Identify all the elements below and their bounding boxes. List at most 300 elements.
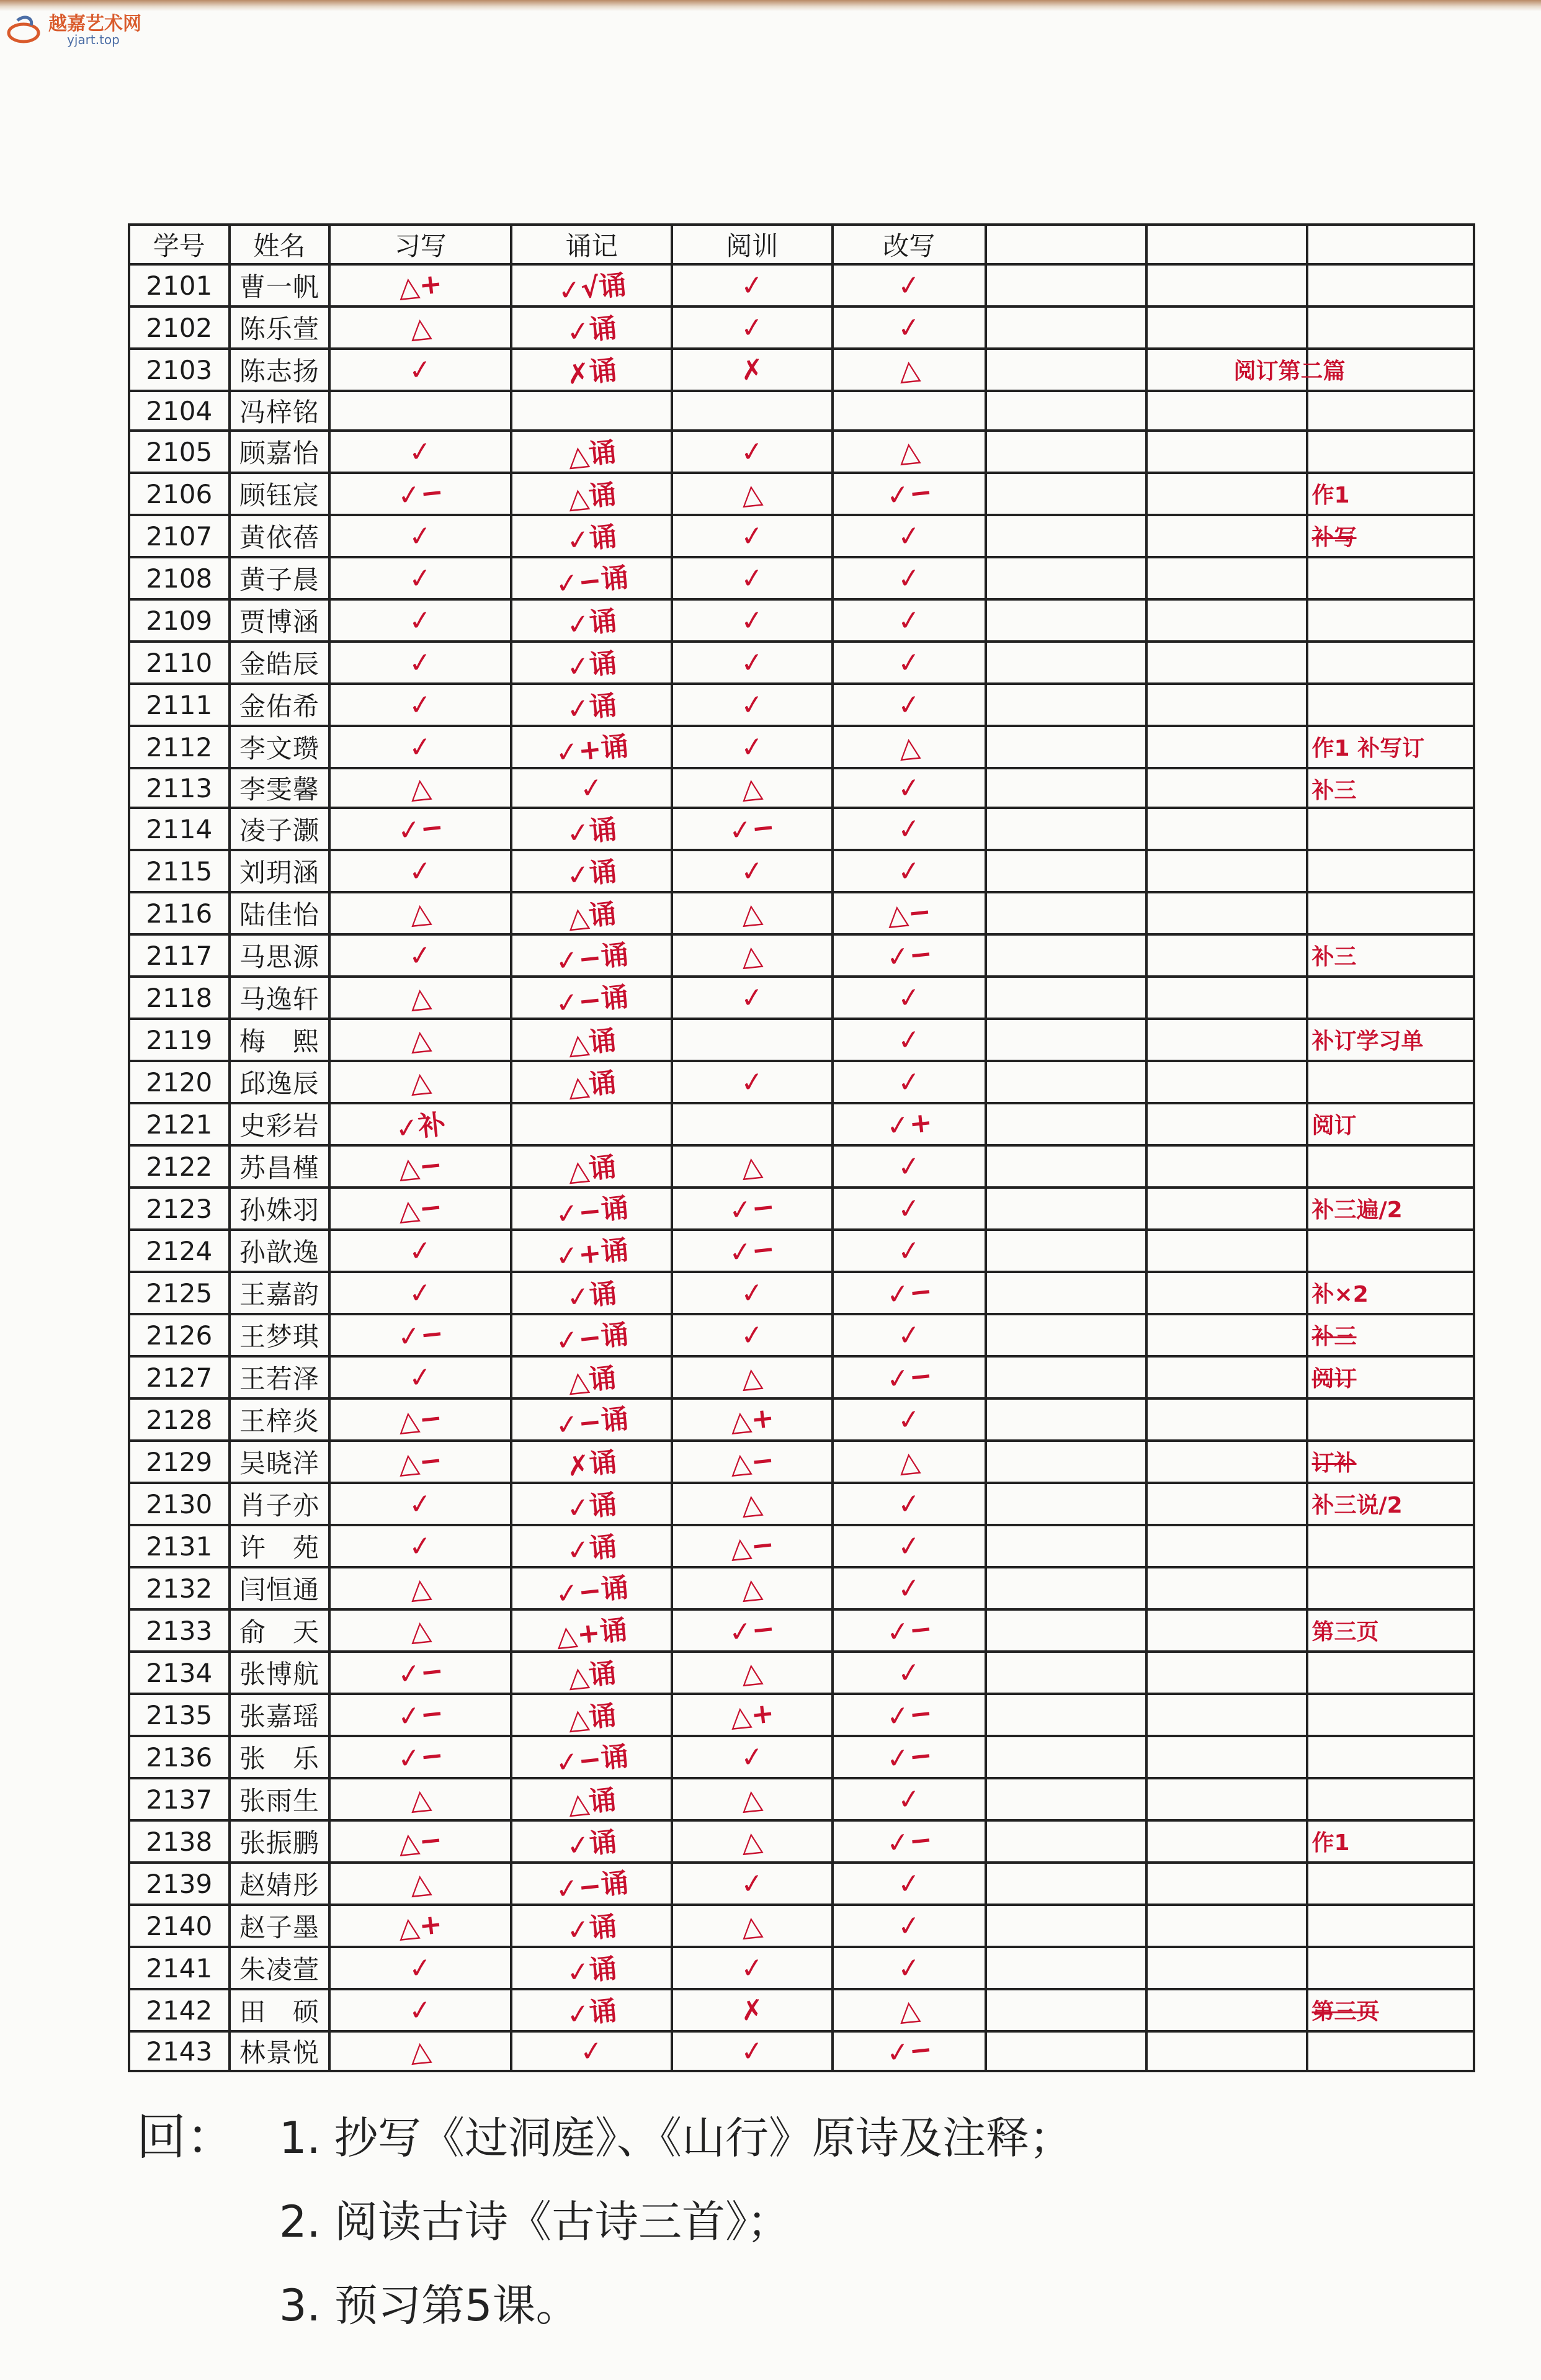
mark-cell bbox=[511, 892, 672, 934]
student-name: 赵婧彤 bbox=[230, 1863, 330, 1905]
student-name: 朱凌萱 bbox=[230, 1947, 330, 1989]
grade-mark: ✓ bbox=[739, 1951, 766, 1985]
student-name: 林景悦 bbox=[230, 2031, 330, 2071]
table-row bbox=[129, 1188, 1474, 1230]
mark-cell bbox=[329, 557, 511, 599]
table-body bbox=[129, 264, 1474, 2071]
mark-cell bbox=[833, 934, 986, 977]
grade-mark: ✓− bbox=[396, 1317, 445, 1354]
mark-cell bbox=[672, 892, 833, 934]
student-name: 金皓辰 bbox=[230, 642, 330, 684]
student-name: 王嘉韵 bbox=[230, 1272, 330, 1314]
mark-cell bbox=[1146, 1061, 1307, 1103]
student-id: 2131 bbox=[129, 1525, 230, 1567]
student-id: 2108 bbox=[129, 557, 230, 599]
grade-mark: △诵 bbox=[566, 1024, 618, 1061]
mark-cell bbox=[329, 1188, 511, 1230]
student-id: 2137 bbox=[129, 1778, 230, 1820]
grade-mark: △− bbox=[396, 1190, 444, 1227]
mark-cell bbox=[511, 850, 672, 892]
mark-cell bbox=[672, 1019, 833, 1061]
mark-cell bbox=[833, 264, 986, 306]
mark-cell bbox=[833, 850, 986, 892]
grade-mark: ✓ bbox=[739, 434, 766, 469]
table-row bbox=[129, 1567, 1474, 1609]
table-row bbox=[129, 1483, 1474, 1525]
mark-cell bbox=[672, 1230, 833, 1272]
mark-cell bbox=[833, 1863, 986, 1905]
student-name: 张 乐 bbox=[230, 1736, 330, 1778]
teacher-note: 补三遍/2 bbox=[1311, 1197, 1403, 1223]
grade-mark: ✓ bbox=[896, 1866, 922, 1901]
mark-cell bbox=[1307, 1145, 1474, 1188]
mark-cell bbox=[833, 977, 986, 1019]
student-id: 2123 bbox=[129, 1188, 230, 1230]
table-row bbox=[129, 1609, 1474, 1652]
grade-mark: ✓−诵 bbox=[553, 1740, 630, 1779]
mark-cell bbox=[329, 1103, 511, 1145]
table-row bbox=[129, 1356, 1474, 1398]
header-empty-1 bbox=[986, 225, 1146, 264]
mark-cell bbox=[986, 1609, 1146, 1652]
student-id: 2111 bbox=[129, 684, 230, 726]
student-id: 2116 bbox=[129, 892, 230, 934]
mark-cell bbox=[511, 1398, 672, 1441]
mark-cell bbox=[329, 1525, 511, 1567]
homework-section bbox=[124, 2085, 1489, 2345]
mark-cell bbox=[1307, 1863, 1474, 1905]
mark-cell bbox=[511, 1441, 672, 1483]
grade-mark: ✓−诵 bbox=[553, 561, 630, 601]
grade-mark: ✓ bbox=[739, 1318, 766, 1353]
grade-mark: ✗诵 bbox=[565, 354, 619, 391]
mark-cell bbox=[511, 1567, 672, 1609]
mark-cell bbox=[1146, 1483, 1307, 1525]
table-row bbox=[129, 1145, 1474, 1188]
student-name: 曹一帆 bbox=[230, 264, 330, 306]
grade-mark: ✓ bbox=[578, 771, 605, 805]
table-row bbox=[129, 557, 1474, 599]
mark-cell bbox=[1307, 1314, 1474, 1356]
grade-mark: ✓诵 bbox=[565, 1530, 619, 1568]
table-row bbox=[129, 264, 1474, 306]
header-empty-2 bbox=[1146, 225, 1307, 264]
grade-mark: ✓ bbox=[896, 310, 922, 345]
mark-cell bbox=[1146, 1609, 1307, 1652]
mark-cell bbox=[329, 642, 511, 684]
mark-cell bbox=[511, 726, 672, 768]
mark-cell bbox=[511, 1820, 672, 1863]
mark-cell bbox=[833, 684, 986, 726]
mark-cell bbox=[511, 264, 672, 306]
mark-cell bbox=[986, 264, 1146, 306]
mark-cell bbox=[986, 1230, 1146, 1272]
mark-cell bbox=[329, 1863, 511, 1905]
grade-mark: △ bbox=[408, 1613, 433, 1648]
grade-mark: ✓− bbox=[885, 1612, 934, 1649]
grade-mark: △ bbox=[408, 771, 433, 805]
mark-cell bbox=[986, 599, 1146, 642]
mark-cell bbox=[511, 1989, 672, 2031]
grade-mark: ✓− bbox=[727, 810, 777, 848]
grade-mark: ✓ bbox=[407, 603, 434, 638]
grade-mark: ✓√诵 bbox=[556, 269, 628, 308]
teacher-note: 补×2 bbox=[1311, 1282, 1369, 1307]
grade-mark: ✓ bbox=[407, 938, 434, 973]
grade-mark: △诵 bbox=[566, 1657, 618, 1694]
mark-cell bbox=[986, 1567, 1146, 1609]
student-name: 史彩岩 bbox=[230, 1103, 330, 1145]
mark-cell bbox=[833, 599, 986, 642]
mark-cell bbox=[1307, 1694, 1474, 1736]
mark-cell bbox=[1146, 1567, 1307, 1609]
mark-cell bbox=[986, 1694, 1146, 1736]
grade-mark: △诵 bbox=[566, 478, 618, 515]
mark-cell bbox=[833, 1905, 986, 1947]
table-row bbox=[129, 1694, 1474, 1736]
mark-cell bbox=[329, 1778, 511, 1820]
student-id: 2101 bbox=[129, 264, 230, 306]
mark-cell bbox=[672, 642, 833, 684]
grade-mark: ✓+ bbox=[885, 1106, 934, 1143]
mark-cell bbox=[986, 473, 1146, 515]
mark-cell bbox=[1307, 1356, 1474, 1398]
mark-cell bbox=[1146, 1314, 1307, 1356]
grade-mark: ✓− bbox=[885, 1696, 934, 1734]
mark-cell bbox=[511, 431, 672, 473]
mark-cell bbox=[1146, 1272, 1307, 1314]
grade-mark: △− bbox=[396, 1443, 444, 1480]
student-id: 2106 bbox=[129, 473, 230, 515]
student-name: 俞 天 bbox=[230, 1609, 330, 1652]
student-id: 2133 bbox=[129, 1609, 230, 1652]
mark-cell bbox=[329, 2031, 511, 2071]
header-notes bbox=[1307, 225, 1474, 264]
mark-cell bbox=[511, 1145, 672, 1188]
student-id: 2134 bbox=[129, 1652, 230, 1694]
mark-cell bbox=[833, 1483, 986, 1525]
grade-mark: ✓ bbox=[896, 1191, 922, 1226]
grade-mark: ✓ bbox=[407, 352, 434, 387]
grade-mark: ✓− bbox=[885, 1823, 934, 1860]
mark-cell bbox=[833, 1694, 986, 1736]
grade-mark: ✓ bbox=[407, 519, 434, 553]
mark-cell bbox=[329, 599, 511, 642]
grade-mark: △+ bbox=[396, 1907, 444, 1944]
grade-mark: ✓ bbox=[739, 730, 766, 764]
grade-mark: ✓ bbox=[896, 771, 922, 805]
mark-cell bbox=[672, 1736, 833, 1778]
mark-cell bbox=[672, 1356, 833, 1398]
mark-cell bbox=[986, 1947, 1146, 1989]
student-id: 2113 bbox=[129, 768, 230, 808]
grade-mark: ✓− bbox=[885, 1359, 934, 1396]
grade-mark: ✓ bbox=[739, 687, 766, 722]
mark-cell bbox=[329, 768, 511, 808]
mark-cell bbox=[672, 1398, 833, 1441]
student-id: 2117 bbox=[129, 934, 230, 977]
grade-mark: △+诵 bbox=[555, 1614, 629, 1653]
mark-cell bbox=[1146, 1905, 1307, 1947]
mark-cell bbox=[1233, 349, 1474, 391]
student-id: 2110 bbox=[129, 642, 230, 684]
student-name: 邱逸辰 bbox=[230, 1061, 330, 1103]
mark-cell bbox=[329, 977, 511, 1019]
table-row bbox=[129, 1652, 1474, 1694]
mark-cell bbox=[672, 1820, 833, 1863]
student-id: 2140 bbox=[129, 1905, 230, 1947]
grade-mark: △ bbox=[408, 1065, 433, 1099]
mark-cell bbox=[1307, 1230, 1474, 1272]
grade-mark: ✓诵 bbox=[565, 855, 619, 893]
mark-cell bbox=[672, 934, 833, 977]
mark-cell bbox=[329, 1736, 511, 1778]
student-id: 2129 bbox=[129, 1441, 230, 1483]
mark-cell bbox=[986, 1525, 1146, 1567]
grade-mark: ✓ bbox=[407, 1233, 434, 1268]
mark-cell bbox=[986, 977, 1146, 1019]
grade-mark: ✓ bbox=[739, 854, 766, 888]
mark-cell bbox=[672, 1778, 833, 1820]
grade-mark: ✓ bbox=[896, 812, 922, 846]
grade-mark: ✓− bbox=[396, 1654, 445, 1691]
grade-mark: ✓−诵 bbox=[553, 1571, 630, 1611]
mark-cell bbox=[511, 1694, 672, 1736]
grade-mark: △诵 bbox=[566, 1362, 618, 1398]
grade-mark: ✓+诵 bbox=[553, 1233, 630, 1273]
grade-mark: △ bbox=[739, 476, 764, 511]
student-name: 贾博涵 bbox=[230, 599, 330, 642]
mark-cell bbox=[1146, 1863, 1307, 1905]
grade-mark: △ bbox=[896, 352, 921, 387]
mark-cell bbox=[672, 473, 833, 515]
mark-cell bbox=[329, 934, 511, 977]
table-row bbox=[129, 1820, 1474, 1863]
mark-cell bbox=[672, 599, 833, 642]
grade-mark: ✓− bbox=[885, 2033, 934, 2070]
homework-title: 回： bbox=[136, 2108, 236, 2166]
mark-cell bbox=[1146, 1778, 1307, 1820]
grade-mark: ✓ bbox=[739, 519, 766, 553]
student-name: 黄依蓓 bbox=[230, 515, 330, 557]
grade-mark: △ bbox=[408, 1022, 433, 1057]
student-name: 刘玥涵 bbox=[230, 850, 330, 892]
mark-cell bbox=[986, 1905, 1146, 1947]
mark-cell bbox=[986, 1736, 1146, 1778]
mark-cell bbox=[329, 892, 511, 934]
mark-cell bbox=[833, 726, 986, 768]
student-id: 2121 bbox=[129, 1103, 230, 1145]
mark-cell bbox=[329, 431, 511, 473]
grade-mark: ✓ bbox=[739, 561, 766, 596]
mark-cell bbox=[329, 1314, 511, 1356]
mark-cell bbox=[329, 1947, 511, 1989]
grade-mark: △诵 bbox=[566, 898, 618, 934]
mark-cell bbox=[986, 850, 1146, 892]
grade-mark: ✓ bbox=[407, 1529, 434, 1564]
mark-cell bbox=[672, 850, 833, 892]
mark-cell bbox=[329, 264, 511, 306]
mark-cell bbox=[511, 977, 672, 1019]
mark-cell bbox=[833, 473, 986, 515]
grade-mark: ✓ bbox=[407, 854, 434, 888]
grade-mark: △ bbox=[739, 896, 764, 931]
table-row bbox=[129, 1863, 1474, 1905]
grade-mark: ✓ bbox=[407, 1360, 434, 1395]
mark-cell bbox=[511, 599, 672, 642]
table-row bbox=[129, 306, 1474, 349]
grade-mark: △ bbox=[896, 434, 921, 469]
mark-cell bbox=[986, 557, 1146, 599]
student-id: 2103 bbox=[129, 349, 230, 391]
homework-item-2: 2. 阅读古诗《古诗三首》； bbox=[279, 2196, 791, 2247]
mark-cell bbox=[986, 431, 1146, 473]
table-row bbox=[129, 349, 1474, 391]
mark-cell bbox=[1146, 1356, 1307, 1398]
table-row bbox=[129, 1019, 1474, 1061]
mark-cell bbox=[511, 1103, 672, 1145]
grade-mark: ✓ bbox=[896, 1951, 922, 1985]
student-id: 2130 bbox=[129, 1483, 230, 1525]
student-id: 2138 bbox=[129, 1820, 230, 1863]
mark-cell bbox=[511, 1778, 672, 1820]
grade-mark: ✓诵 bbox=[565, 1825, 619, 1863]
mark-cell bbox=[1146, 642, 1307, 684]
mark-cell bbox=[511, 1188, 672, 1230]
mark-cell bbox=[1146, 1398, 1307, 1441]
grade-mark: ✓− bbox=[727, 1190, 777, 1227]
table-row bbox=[129, 1230, 1474, 1272]
mark-cell bbox=[1146, 1947, 1307, 1989]
table-row bbox=[129, 1103, 1474, 1145]
grade-mark: ✓ bbox=[896, 1233, 922, 1268]
grade-mark: △− bbox=[396, 1148, 444, 1185]
student-name: 金佑希 bbox=[230, 684, 330, 726]
student-id: 2135 bbox=[129, 1694, 230, 1736]
table-row bbox=[129, 599, 1474, 642]
mark-cell bbox=[511, 1905, 672, 1947]
grade-mark: ✓ bbox=[739, 980, 766, 1015]
header-name: 姓名 bbox=[230, 225, 330, 264]
table-row bbox=[129, 1525, 1474, 1567]
mark-cell bbox=[986, 1441, 1146, 1483]
mark-cell bbox=[1146, 557, 1307, 599]
mark-cell bbox=[1146, 1694, 1307, 1736]
mark-cell bbox=[329, 1145, 511, 1188]
grade-mark: △诵 bbox=[566, 1699, 618, 1736]
mark-cell bbox=[672, 1567, 833, 1609]
mark-cell bbox=[986, 726, 1146, 768]
student-name: 张雨生 bbox=[230, 1778, 330, 1820]
mark-cell bbox=[329, 1694, 511, 1736]
student-id: 2122 bbox=[129, 1145, 230, 1188]
grade-mark: △ bbox=[408, 1571, 433, 1606]
mark-cell bbox=[1146, 1145, 1307, 1188]
homework-item-1: 1. 抄写《过洞庭》、《山行》原诗及注释； bbox=[279, 2113, 1073, 2163]
mark-cell bbox=[1146, 2031, 1307, 2071]
grade-mark: ✗ bbox=[739, 352, 766, 387]
mark-cell bbox=[986, 1778, 1146, 1820]
mark-cell bbox=[833, 1230, 986, 1272]
mark-cell bbox=[1146, 977, 1307, 1019]
mark-cell bbox=[986, 1019, 1146, 1061]
grade-mark: ✓诵 bbox=[565, 1910, 619, 1948]
mark-cell bbox=[986, 2031, 1146, 2071]
table-row bbox=[129, 1061, 1474, 1103]
mark-cell bbox=[833, 1061, 986, 1103]
mark-cell bbox=[1146, 768, 1307, 808]
mark-cell bbox=[1307, 473, 1474, 515]
mark-cell bbox=[329, 349, 511, 391]
table-row bbox=[129, 892, 1474, 934]
grade-mark: △ bbox=[739, 938, 764, 973]
mark-cell bbox=[672, 431, 833, 473]
mark-cell bbox=[672, 1441, 833, 1483]
student-name: 凌子灏 bbox=[230, 808, 330, 850]
mark-cell bbox=[1307, 1905, 1474, 1947]
teacher-note: 补订学习单 bbox=[1311, 1029, 1424, 1054]
mark-cell bbox=[329, 1820, 511, 1863]
table-row bbox=[129, 473, 1474, 515]
teacher-note: 补三 bbox=[1311, 778, 1357, 803]
mark-cell bbox=[1146, 599, 1307, 642]
mark-cell bbox=[833, 1778, 986, 1820]
mark-cell bbox=[1146, 1652, 1307, 1694]
mark-cell bbox=[986, 1356, 1146, 1398]
mark-cell bbox=[1146, 264, 1307, 306]
grade-mark: ✓诵 bbox=[565, 520, 619, 558]
student-id: 2104 bbox=[129, 391, 230, 431]
mark-cell bbox=[986, 1103, 1146, 1145]
student-name: 许 苑 bbox=[230, 1525, 330, 1567]
grade-mark: ✓诵 bbox=[565, 1952, 619, 1990]
mark-cell bbox=[511, 515, 672, 557]
student-name: 黄子晨 bbox=[230, 557, 330, 599]
mark-cell bbox=[511, 642, 672, 684]
table-row bbox=[129, 934, 1474, 977]
student-id: 2141 bbox=[129, 1947, 230, 1989]
mark-cell bbox=[833, 1188, 986, 1230]
mark-cell bbox=[986, 1820, 1146, 1863]
mark-cell bbox=[511, 557, 672, 599]
mark-cell bbox=[1146, 892, 1307, 934]
grade-mark: ✓ bbox=[896, 1065, 922, 1099]
mark-cell bbox=[672, 1188, 833, 1230]
table-row bbox=[129, 1989, 1474, 2031]
mark-cell bbox=[1307, 1483, 1474, 1525]
mark-cell bbox=[833, 1441, 986, 1483]
teacher-note: 补三说/2 bbox=[1311, 1493, 1403, 1518]
grade-mark: ✓ bbox=[407, 561, 434, 596]
grade-mark: △ bbox=[896, 730, 921, 764]
grade-mark: △ bbox=[739, 1149, 764, 1184]
mark-cell bbox=[511, 1863, 672, 1905]
student-id: 2143 bbox=[129, 2031, 230, 2071]
grade-mark: ✓ bbox=[407, 645, 434, 680]
mark-cell bbox=[511, 1652, 672, 1694]
mark-cell bbox=[1307, 1652, 1474, 1694]
mark-cell bbox=[672, 1145, 833, 1188]
mark-cell bbox=[329, 1356, 511, 1398]
grade-mark: ✗ bbox=[739, 1993, 766, 2028]
mark-cell bbox=[1307, 1778, 1474, 1820]
mark-cell bbox=[1146, 1103, 1307, 1145]
student-name: 田 硕 bbox=[230, 1989, 330, 2031]
grade-mark: ✓ bbox=[407, 730, 434, 764]
table-row bbox=[129, 1778, 1474, 1820]
student-id: 2124 bbox=[129, 1230, 230, 1272]
grade-mark: ✓− bbox=[396, 1696, 445, 1734]
